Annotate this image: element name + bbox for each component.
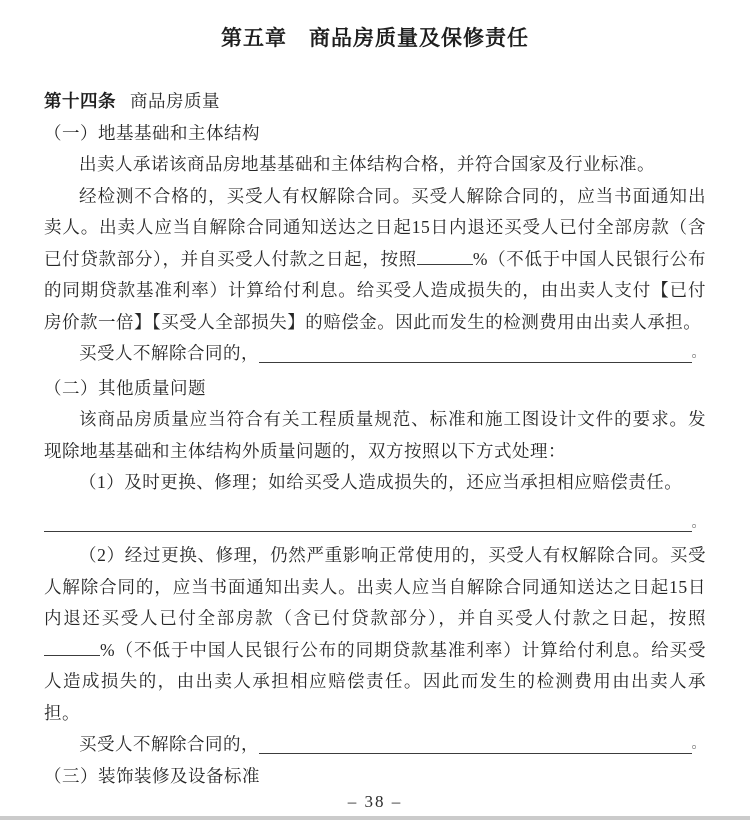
fill-in-blank-line-3: [259, 753, 692, 754]
text-segment-before-rate-blank-2: （2）经过更换、修理，仍然严重影响正常使用的，买受人有权解除合同。买受人解除合同的，应当书面通知出卖人。出卖人应当自解除合同通知送达之日起15日内退还买受人已付全部房款（含已付贷款部分），并自买受人付款之日起，按照: [44, 545, 706, 628]
paragraph-no-rescind-1: [44, 338, 706, 370]
list-item-repair: （1）及时更换、修理；如给买受人造成损失的，还应当承担相应赔偿责任。: [79, 472, 683, 492]
section2-heading: （二）其他质量问题: [44, 377, 206, 398]
list-item-rescind-after-repair: [44, 540, 706, 729]
period-after-blank-3: 。: [691, 737, 706, 752]
percent-sign: %: [472, 248, 488, 269]
paragraph-inspection-failure: [44, 181, 706, 339]
chapter-title: 第五章 商品房质量及保修责任: [221, 27, 529, 50]
text-segment-before-rate-blank: 经检测不合格的，买受人有权解除合同。买受人解除合同的，应当书面通知出卖人。出卖人应当自解除合同通知送达之日起15日内退还买受人已付全部房款（含已付贷款部分），并自买受人付款之日起，按照: [44, 185, 706, 269]
section1-heading: （一）地基基础和主体结构: [44, 122, 260, 143]
text-segment-after-rate-blank-2: （不低于中国人民银行公布的同期贷款基准利率）计算给付利息。给买受人造成损失的，由出卖人承担相应赔偿责任。因此而发生的检测费用由出卖人承担。: [44, 639, 706, 723]
percent-sign-2: %: [100, 639, 116, 660]
no-rescind-lead-text-2: 买受人不解除合同的，: [79, 734, 259, 754]
paragraph-other-quality-intro: 该商品房质量应当符合有关工程质量规范、标准和施工图设计文件的要求。发现除地基基础和主体结构外质量问题的，双方按照以下方式处理：: [44, 409, 706, 461]
paragraph-foundation-promise: 出卖人承诺该商品房地基基础和主体结构合格，并符合国家及行业标准。: [79, 154, 655, 174]
document-body: [0, 86, 750, 792]
text-segment-after-rate-blank: （不低于中国人民银行公布的同期贷款基准利率）计算给付利息。给买受人造成损失的，由出卖人支付【已付房价款一倍】【买受人全部损失】的赔偿金。因此而发生的检测费用由出卖人承担。: [44, 248, 706, 332]
interest-rate-blank-2: [44, 642, 100, 656]
fill-in-blank-line-1: [259, 362, 692, 363]
period-after-blank-1: 。: [691, 346, 706, 361]
section3-heading: （三）装饰装修及设备标准: [44, 765, 260, 786]
paragraph-no-rescind-2: [44, 729, 706, 761]
article-number-label: 第十四条: [44, 91, 116, 111]
article-heading: [44, 86, 706, 118]
article-title-text: 商品房质量: [130, 91, 220, 111]
period-after-blank-2: 。: [691, 515, 706, 531]
page-number: – 38 –: [347, 792, 403, 811]
scan-bottom-edge: [0, 816, 750, 820]
fill-in-blank-line-2: [44, 531, 692, 532]
no-rescind-lead-text-1: 买受人不解除合同的，: [79, 343, 259, 363]
interest-rate-blank-1: [417, 251, 473, 265]
blank-response-line: [44, 508, 706, 540]
